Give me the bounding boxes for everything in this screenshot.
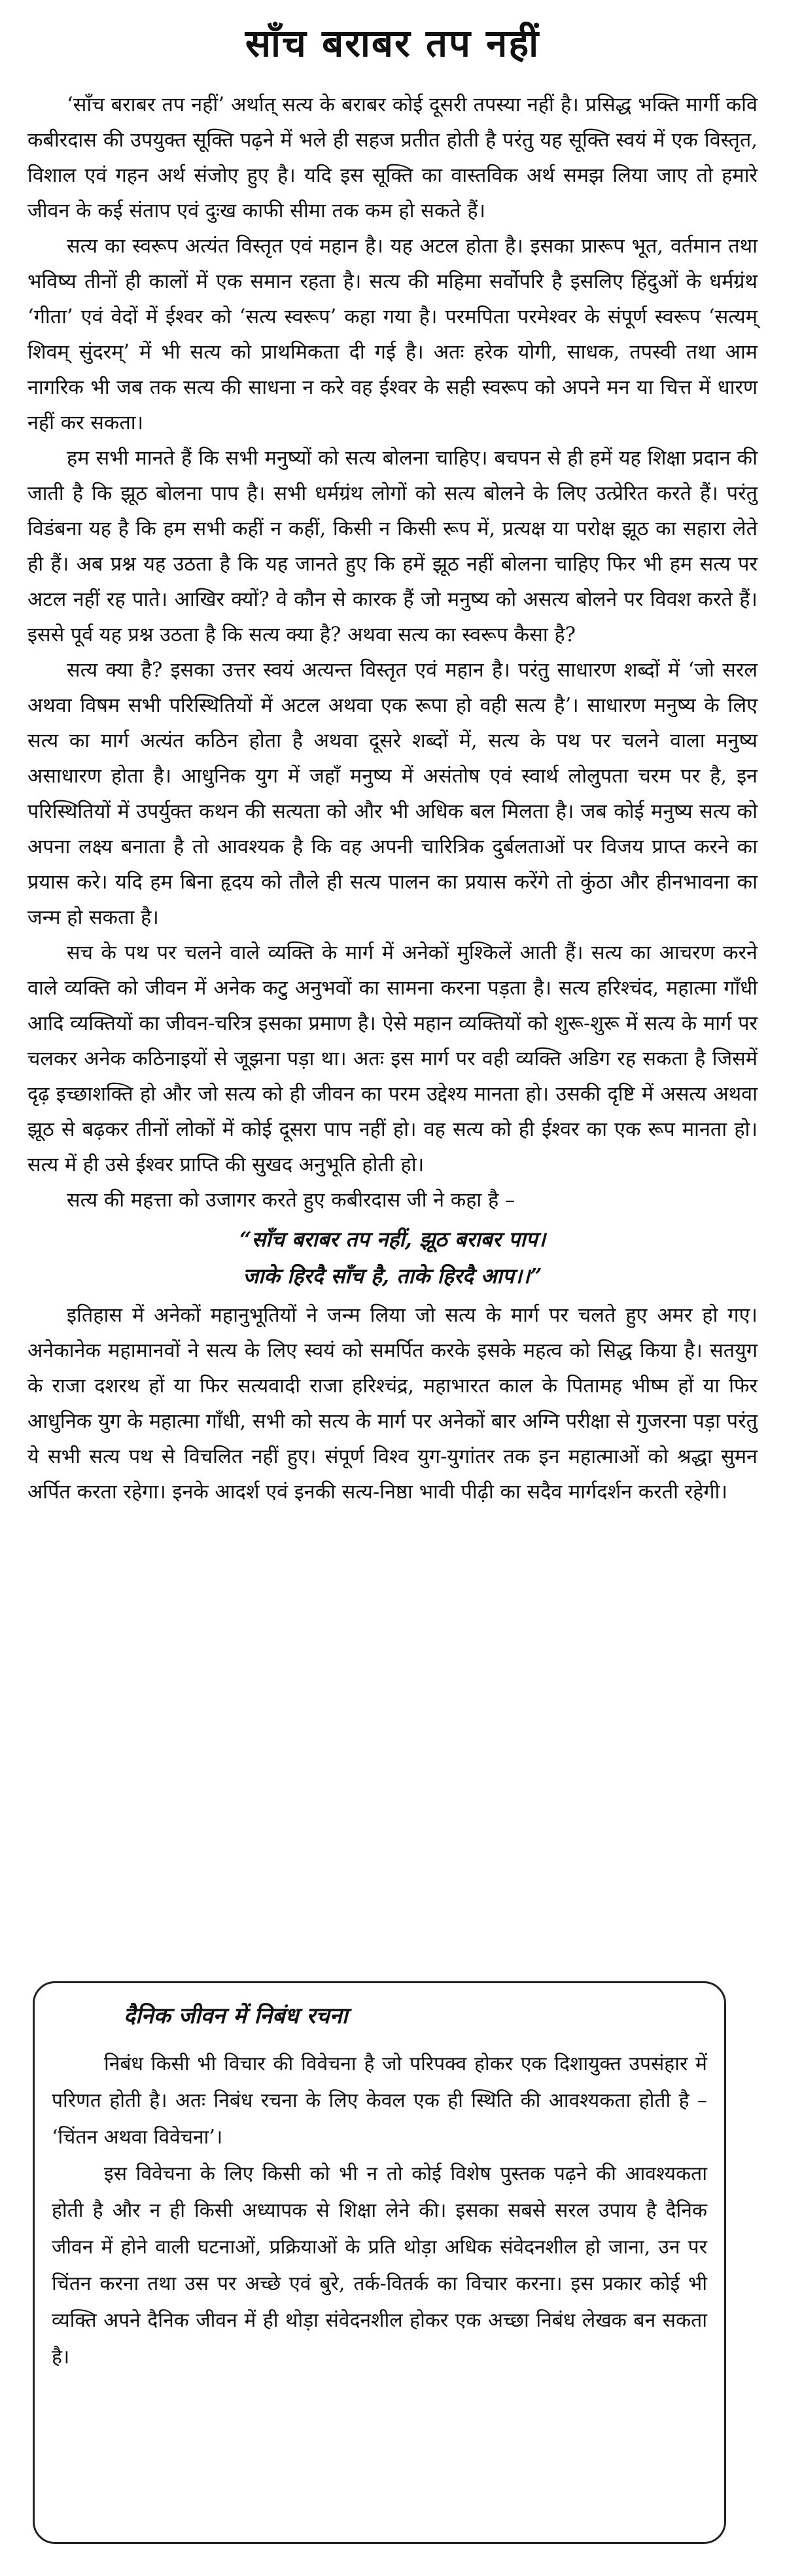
tip-box-paragraph-2: इस विवेचना के लिए किसी को भी न तो कोई विशेष पुस्तक पढ़ने की आवश्यकता होती है और न ही किसी अध्यापक से शिक्षा लेने की। इसका सबसे सरल उपाय है दैनिक जीवन में होने वाली घटनाओं, प्रक्रियाओं के प्रति थोड़ा अधिक संवेदनशील हो जाना, उन पर चिंतन करना तथा उस पर अच्छे एवं बुरे, तर्क-वितर्क का विचार करना। इस प्रकार कोई भी व्यक्ति अपने दैनिक जीवन में ही थोड़ा संवेदनशील होकर एक अच्छा निबंध लेखक बन सकता है।	[52, 2162, 707, 2369]
tip-box-paragraph-1: निबंध किसी भी विचार की विवेचना है जो परिपक्व होकर एक दिशायुक्त उपसंहार में परिणत होती है। अतः निबंध रचना के लिए केवल एक ही स्थिति की आवश्यकता होती है – ‘चिंतन अथवा विवेचना’।	[52, 2053, 707, 2149]
tip-box-title: दैनिक जीवन में निबंध रचना	[124, 2003, 348, 2029]
essay-paragraph-2: सत्य का स्वरूप अत्यंत विस्तृत एवं महान है। यह अटल होता है। इसका प्रारूप भूत, वर्तमान तथा भविष्य तीनों ही कालों में एक समान रहता है। सत्य की महिमा सर्वोपरि है इसलिए हिंदुओं के धर्मग्रंथ ‘गीता’ एवं वेदों में ईश्वर को ‘सत्य स्वरूप’ कहा गया है। परमपिता परमेश्वर के संपूर्ण स्वरूप ‘सत्यम् शिवम् सुंदरम्’ में भी सत्य को प्राथमिकता दी गई है। अतः हरेक योगी, साधक, तपस्वी तथा आम नागरिक भी जब तक सत्य की साधना न करे वह ईश्वर के सही स्वरूप को अपने मन या चित्त में धारण नहीं कर सकता।	[27, 235, 758, 434]
essay-paragraph-3: हम सभी मानते हैं कि सभी मनुष्यों को सत्य बोलना चाहिए। बचपन से ही हमें यह शिक्षा प्रदान की जाती है कि झूठ बोलना पाप है। सभी धर्मग्रंथ लोगों को सत्य बोलने के लिए उत्प्रेरित करते हैं। परंतु विडंबना यह है कि हम सभी कहीं न कहीं, किसी न किसी रूप में, प्रत्यक्ष या परोक्ष झूठ का सहारा लेते ही हैं। अब प्रश्न यह उठता है कि यह जानते हुए कि हमें झूठ नहीं बोलना चाहिए फिर भी हम सत्य पर अटल नहीं रह पाते। आखिर क्यों? वे कौन से कारक हैं जो मनुष्य को असत्य बोलने पर विवश करते हैं। इससे पूर्व यह प्रश्न उठता है कि सत्य क्या है? अथवा सत्य का स्वरूप कैसा है?	[27, 447, 758, 646]
couplet-line-2: जाके हिरदै साँच है, ताके हिरदै आप।।”	[243, 1263, 542, 1288]
essay-body	[27, 88, 758, 1510]
essay-closing-paragraph: इतिहास में अनेकों महानुभूतियों ने जन्म लिया जो सत्य के मार्ग पर चलते हुए अमर हो गए। अनेकानेक महामानवों ने सत्य के लिए स्वयं को समर्पित करके इसके महत्व को सिद्ध किया है। सतयुग के राजा दशरथ हों या फिर सत्यवादी राजा हरिश्चंद्र, महाभारत काल के पितामह भीष्म हों या फिर आधुनिक युग के महात्मा गाँधी, सभी को सत्य के मार्ग पर अनेकों बार अग्नि परीक्षा से गुजरना पड़ा परंतु ये सभी सत्य पथ से विचलित नहीं हुए। संपूर्ण विश्व युग-युगांतर तक इन महात्माओं को श्रद्धा सुमन अर्पित करता रहेगा। इनके आदर्श एवं इनकी सत्य-निष्ठा भावी पीढ़ी का सदैव मार्गदर्शन करती रहेगी।	[27, 1304, 758, 1504]
essay-title: साँच बराबर तप नहीं	[245, 21, 540, 65]
couplet-intro: सत्य की महत्ता को उजागर करते हुए कबीरदास जी ने कहा है –	[67, 1189, 515, 1212]
kabir-couplet	[27, 1221, 758, 1294]
essay-paragraph-5: सच के पथ पर चलने वाले व्यक्ति के मार्ग में अनेकों मुश्किलें आती हैं। सत्य का आचरण करने वाले व्यक्ति को जीवन में अनेक कटु अनुभवों का सामना करना पड़ता है। सत्य हरिश्चंद, महात्मा गाँधी आदि व्यक्तियों का जीवन-चरित्र इसका प्रमाण है। ऐसे महान व्यक्तियों को शुरू-शुरू में सत्य के मार्ग पर चलकर अनेक कठिनाइयों से जूझना पड़ा था। अतः इस मार्ग पर वही व्यक्ति अडिग रह सकता है जिसमें दृढ़ इच्छाशक्ति हो और जो सत्य को ही जीवन का परम उद्देश्य मानता हो। उसकी दृष्टि में असत्य अथवा झूठ से बढ़कर तीनों लोकों में कोई दूसरा पाप नहीं हो। वह सत्य को ही ईश्वर का एक रूप मानता हो। सत्य में ही उसे ईश्वर प्राप्ति की सुखद अनुभूति होती हो।	[27, 942, 758, 1176]
essay-writing-tip-box	[33, 1981, 726, 2544]
essay-paragraph-1: ‘साँच बराबर तप नहीं’ अर्थात् सत्य के बराबर कोई दूसरी तपस्या नहीं है। प्रसिद्ध भक्ति मार्गी कवि कबीरदास की उपयुक्त सूक्ति पढ़ने में भले ही सहज प्रतीत होती है परंतु यह सूक्ति स्वयं में एक विस्तृत, विशाल एवं गहन अर्थ संजोए हुए है। यदि इस सूक्ति का वास्तविक अर्थ समझ लिया जाए तो हमारे जीवन के कई संताप एवं दुःख काफी सीमा तक कम हो सकते हैं।	[27, 94, 758, 222]
couplet-line-1: “साँच बराबर तप नहीं, झूठ बराबर पाप।	[239, 1227, 546, 1252]
essay-page	[27, 0, 758, 2576]
essay-paragraph-4: सत्य क्या है? इसका उत्तर स्वयं अत्यन्त विस्तृत एवं महान है। परंतु साधारण शब्दों में ‘जो सरल अथवा विषम सभी परिस्थितियों में अटल अथवा एक रूपा हो वही सत्य है’। साधारण मनुष्य के लिए सत्य का मार्ग अत्यंत कठिन होता है अथवा दूसरे शब्दों में, सत्य के पथ पर चलने वाला मनुष्य असाधारण होता है। आधुनिक युग में जहाँ मनुष्य में असंतोष एवं स्वार्थ लोलुपता चरम पर है, इन परिस्थितियों में उपर्युक्त कथन की सत्यता को और भी अधिक बल मिलता है। जब कोई मनुष्य सत्य को अपना लक्ष्य बनाता है तो आवश्यक है कि वह अपनी चारित्रिक दुर्बलताओं पर विजय प्राप्त करने का प्रयास करे। यदि हम बिना हृदय को तौले ही सत्य पालन का प्रयास करेंगे तो कुंठा और हीनभावना का जन्म हो सकता है।	[27, 659, 758, 929]
